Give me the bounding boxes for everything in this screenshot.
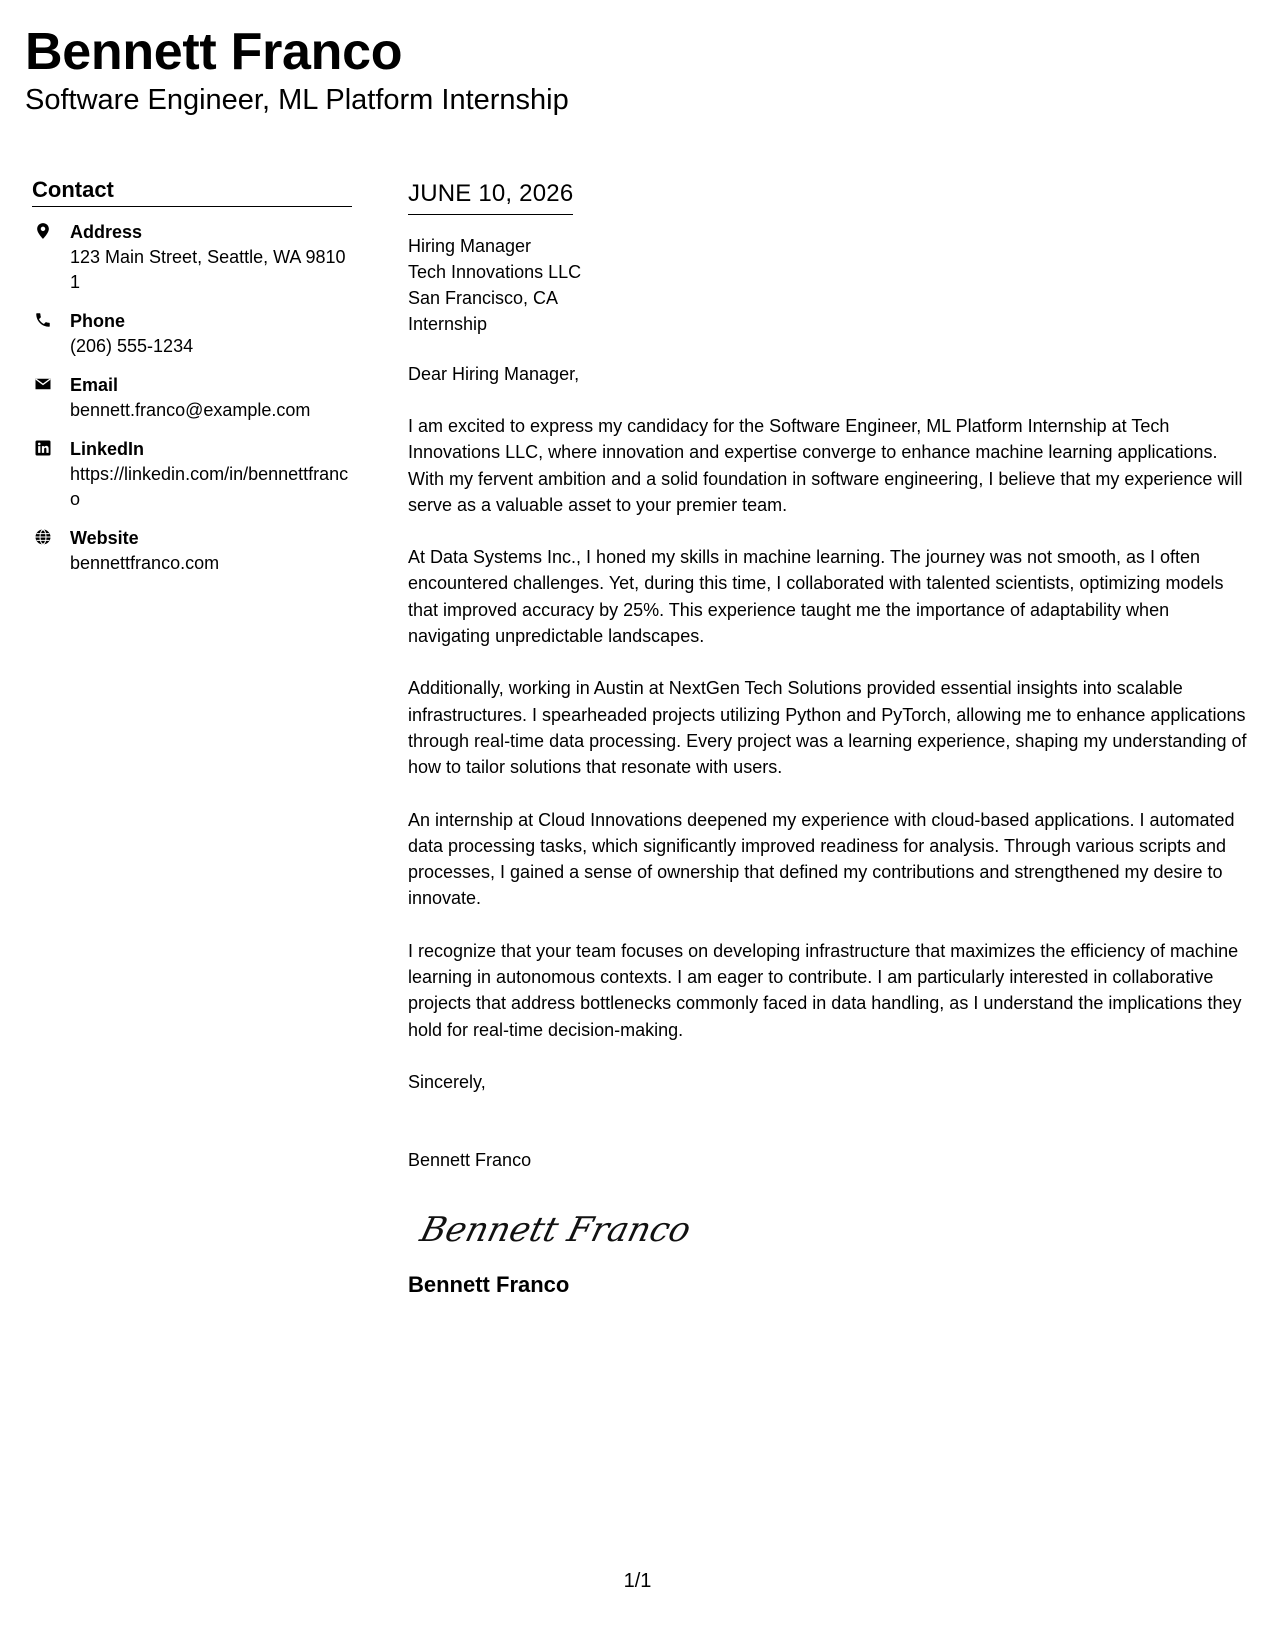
contact-label: LinkedIn [70, 439, 145, 459]
contact-item-linkedin [32, 437, 352, 512]
envelope-icon [34, 375, 52, 393]
typed-signature: Bennett Franco [408, 1271, 570, 1297]
page-number: 1/1 [623, 1570, 652, 1592]
website-link[interactable]: bennettfranco.com [70, 553, 220, 573]
paragraph: An internship at Cloud Innovations deepened my experience with cloud-based applications. I automated data processing tasks, which significantly improved readiness for analysis. Through various scripts and processes, I gained a sense of ownership that defined my contributions and strengthened my desire to innovate. [408, 809, 1235, 909]
signature-text: Bennett Franco [416, 1210, 695, 1250]
contact-sidebar [32, 176, 352, 590]
letter-body [408, 178, 1248, 1299]
paragraph: I am excited to express my candidacy for the Software Engineer, ML Platform Internship at Tech Innovations LLC, where innovation and expertise converge to enhance machine learning applications. With my fervent ambition and a solid foundation in software engineering, I believe that my experience will serve as a valuable asset to your premier team. [408, 416, 1243, 515]
contact-list [32, 220, 352, 576]
closing: Sincerely, [408, 1071, 486, 1092]
contact-label: Address [70, 222, 143, 242]
paragraph: At Data Systems Inc., I honed my skills in machine learning. The journey was not smooth, as I often encountered challenges. Yet, during this time, I collaborated with talented scientists, optimizing models that improved accuracy by 25%. This experience taught me the importance of adaptability when navigating unpredictable landscapes. [408, 547, 1224, 647]
salutation: Dear Hiring Manager, [408, 364, 580, 384]
applicant-name: Bennett Franco [25, 23, 403, 81]
contact-label: Phone [70, 311, 126, 331]
contact-item-email [32, 373, 352, 423]
phone-icon [34, 311, 52, 329]
recipient-line: Hiring Manager [408, 236, 532, 256]
phone-value: (206) 555-1234 [70, 336, 194, 356]
map-pin-icon [34, 222, 52, 240]
handwritten-signature [416, 1203, 695, 1257]
contact-heading: Contact [32, 176, 352, 207]
recipient-line: San Francisco, CA [408, 288, 559, 308]
contact-label: Email [70, 375, 119, 395]
email-link[interactable]: bennett.franco@example.com [70, 400, 311, 420]
contact-item-website [32, 526, 352, 576]
recipient-block [408, 233, 1248, 337]
paragraph: I recognize that your team focuses on developing infrastructure that maximizes the efficiency of machine learning in autonomous contexts. I am eager to contribute. I am particularly interested in collaborative projects that address bottlenecks commonly faced in data handling, as I understand the implications they hold for real-time decision-making. [408, 940, 1242, 1040]
globe-icon [34, 528, 52, 546]
recipient-line: Internship [408, 314, 488, 334]
address-value: 123 Main Street, Seattle, WA 98101 [70, 247, 346, 292]
linkedin-link[interactable]: https://linkedin.com/in/bennettfranco [70, 464, 349, 509]
applicant-role: Software Engineer, ML Platform Internship [25, 84, 569, 116]
letter-date: JUNE 10, 2026 [408, 178, 573, 215]
closing-name: Bennett Franco [408, 1149, 532, 1170]
contact-item-phone [32, 309, 352, 359]
linkedin-icon [34, 439, 52, 457]
contact-item-address [32, 220, 352, 295]
paragraph: Additionally, working in Austin at NextGen Tech Solutions provided essential insights into scalable infrastructures. I spearheaded projects utilizing Python and PyTorch, allowing me to enhance applications through real-time data processing. Every project was a learning experience, shaping my understanding of how to tailor solutions that resonate with users. [408, 678, 1247, 778]
recipient-line: Tech Innovations LLC [408, 262, 582, 282]
contact-label: Website [70, 528, 139, 548]
letter-paragraphs [408, 413, 1248, 1043]
